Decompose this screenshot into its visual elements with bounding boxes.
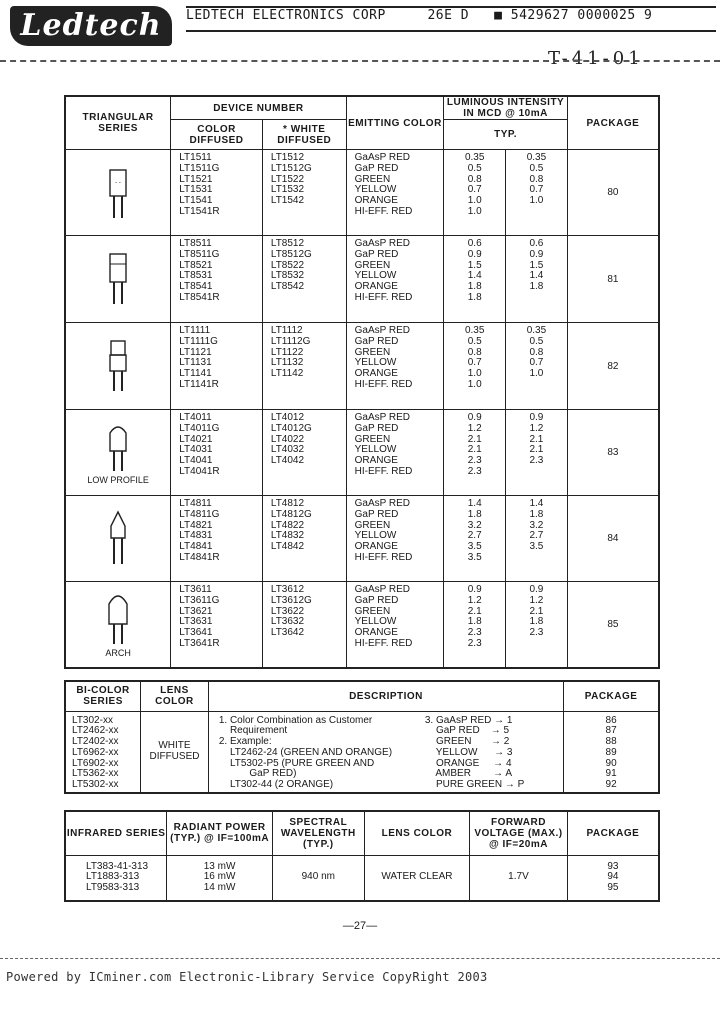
intensity-color: 0.35 0.5 0.8 0.7 1.0 1.0 (444, 150, 506, 236)
infrared-series-header: INFRARED SERIES (65, 811, 167, 855)
intensity-color: 0.9 1.2 2.1 1.8 2.3 2.3 (444, 582, 506, 668)
lens-color-header: LENS COLOR (364, 811, 469, 855)
intensity-color: 0.35 0.5 0.8 0.7 1.0 1.0 (444, 323, 506, 410)
color-diffused-header: COLOR DIFFUSED (171, 120, 263, 150)
package-numbers: 93 94 95 (567, 855, 659, 901)
luminous-header: LUMINOUS INTENSITY IN MCD @ 10mA (444, 96, 567, 120)
table-row (65, 323, 659, 410)
divider (0, 60, 720, 62)
lens-color: WHITE DIFFUSED (141, 711, 209, 793)
color-diffused-parts: LT4011 LT4011G LT4021 LT4031 LT4041 LT4041R (171, 410, 263, 496)
triangular-led-icon (103, 162, 133, 222)
table-row (65, 150, 659, 236)
intensity-white: 0.35 0.5 0.8 0.7 1.0 (506, 150, 568, 236)
package-number: 83 (567, 410, 659, 496)
led-drawing-cell (65, 582, 171, 668)
package-number: 81 (567, 236, 659, 323)
package-number: 84 (567, 496, 659, 582)
white-diffused-parts: LT4012 LT4012G LT4022 LT4032 LT4042 (262, 410, 346, 496)
footer-credit: Powered by ICminer.com Electronic-Library Service CopyRight 2003 (6, 970, 488, 984)
emitting-colors: GaAsP RED GaP RED GREEN YELLOW ORANGE HI-EFF. RED (346, 410, 444, 496)
bicolor-series-header: BI-COLOR SERIES (65, 681, 141, 711)
handwritten-note: T-41-01 (548, 48, 644, 69)
forward-voltage-header: FORWARD VOLTAGE (MAX.) @ IF=20mA (470, 811, 568, 855)
infrared-parts: LT383-41-313 LT1883-313 LT9583-313 (65, 855, 167, 901)
color-diffused-parts: LT8511 LT8511G LT8521 LT8531 LT8541 LT8541R (171, 236, 263, 323)
led-table (64, 95, 660, 669)
company-logo: Ledtech (10, 6, 172, 46)
intensity-white: 0.9 1.2 2.1 2.1 2.3 (506, 410, 568, 496)
color-diffused-parts: LT3611 LT3611G LT3621 LT3631 LT3641 LT3641R (171, 582, 263, 668)
typ-header: TYP. (444, 120, 567, 150)
forward-voltage-value: 1.7V (470, 855, 568, 901)
table-row (65, 496, 659, 582)
intensity-white: 0.35 0.5 0.8 0.7 1.0 (506, 323, 568, 410)
emitting-color-header: EMITTING COLOR (346, 96, 444, 150)
led-drawing-cell (65, 236, 171, 323)
white-diffused-parts: LT1512 LT1512G LT1522 LT1532 LT1542 (262, 150, 346, 236)
package-number: 82 (567, 323, 659, 410)
intensity-white: 1.4 1.8 3.2 2.7 3.5 (506, 496, 568, 582)
header-rule (186, 30, 716, 32)
emitting-colors: GaAsP RED GaP RED GREEN YELLOW ORANGE HI-EFF. RED (346, 150, 444, 236)
white-diffused-parts: LT1112 LT1112G LT1122 LT1132 LT1142 (262, 323, 346, 410)
intensity-color: 1.4 1.8 3.2 2.7 3.5 3.5 (444, 496, 506, 582)
color-code-list: 3. GaAsP RED → 1 GaP RED → 5 GREEN → 2 YELLOW → 3 ORANGE → 4 AMBER → A PURE GREEN → P (424, 714, 525, 791)
led-drawing-cell (65, 496, 171, 582)
device-number-header: DEVICE NUMBER (171, 96, 346, 120)
page-number: —27— (342, 920, 378, 932)
lens-color-header: LENS COLOR (141, 681, 209, 711)
series-label: LOW PROFILE (87, 474, 149, 485)
description-header: DESCRIPTION (208, 681, 563, 711)
description-left: 1. Color Combination as Customer Requirement 2. Example: LT2462-24 (GREEN AND ORANGE) LT5302-P5 (PURE GREEN AND GaP RED) LT302-44 (2 ORANGE) (218, 714, 393, 791)
low-profile-led-icon (103, 421, 133, 473)
table-row (65, 236, 659, 323)
svg-text:- -: - - (115, 179, 121, 186)
white-diffused-parts: LT4812 LT4812G LT4822 LT4832 LT4842 (262, 496, 346, 582)
white-diffused-header: * WHITE DIFFUSED (262, 120, 346, 150)
intensity-color: 0.6 0.9 1.5 1.4 1.8 1.8 (444, 236, 506, 323)
white-diffused-parts: LT3612 LT3612G LT3622 LT3632 LT3642 (262, 582, 346, 668)
infrared-table (64, 810, 660, 902)
description-cell (208, 711, 563, 793)
package-header: PACKAGE (567, 811, 659, 855)
bicolor-parts: LT302-xx LT2462-xx LT2402-xx LT6962-xx LT6902-xx LT5362-xx LT5302-xx (65, 711, 141, 793)
barcode-text: 5429627 0000025 9 (510, 8, 653, 23)
package-numbers: 86 87 88 89 90 91 92 (564, 711, 659, 793)
led-drawing-cell (65, 410, 171, 496)
led-drawing-cell (65, 323, 171, 410)
intensity-white: 0.6 0.9 1.5 1.4 1.8 (506, 236, 568, 323)
package-number: 85 (567, 582, 659, 668)
table-row (65, 855, 659, 901)
doc-code: 26E D (427, 8, 470, 23)
package-number: 80 (567, 150, 659, 236)
emitting-colors: GaAsP RED GaP RED GREEN YELLOW ORANGE HI-EFF. RED (346, 236, 444, 323)
radiant-power-values: 13 mW 16 mW 14 mW (167, 855, 273, 901)
color-diffused-parts: LT1111 LT1111G LT1121 LT1131 LT1141 LT1141R (171, 323, 263, 410)
divider (0, 958, 720, 959)
radiant-power-header: RADIANT POWER (TYP.) @ IF=100mA (167, 811, 273, 855)
bicolor-table (64, 680, 660, 794)
emitting-colors: GaAsP RED GaP RED GREEN YELLOW ORANGE HI-EFF. RED (346, 496, 444, 582)
table-row (65, 410, 659, 496)
triangular-led-icon (103, 248, 133, 308)
series-header: TRIANGULAR SERIES (65, 96, 171, 150)
intensity-color: 0.9 1.2 2.1 2.1 2.3 2.3 (444, 410, 506, 496)
emitting-colors: GaAsP RED GaP RED GREEN YELLOW ORANGE HI-EFF. RED (346, 323, 444, 410)
color-diffused-parts: LT1511 LT1511G LT1521 LT1531 LT1541 LT1541R (171, 150, 263, 236)
table-row (65, 582, 659, 668)
emitting-colors: GaAsP RED GaP RED GREEN YELLOW ORANGE HI-EFF. RED (346, 582, 444, 668)
package-header: PACKAGE (564, 681, 659, 711)
arch-led-icon (103, 590, 133, 646)
white-diffused-parts: LT8512 LT8512G LT8522 LT8532 LT8542 (262, 236, 346, 323)
series-label: ARCH (105, 648, 131, 659)
led-drawing-cell (65, 150, 171, 236)
color-diffused-parts: LT4811 LT4811G LT4821 LT4831 LT4841 LT4841R (171, 496, 263, 582)
bullet-led-icon (103, 508, 133, 568)
table-row (65, 711, 659, 793)
company-name: LEDTECH ELECTRONICS CORP (186, 8, 386, 23)
wavelength-header: SPECTRAL WAVELENGTH (TYP.) (272, 811, 364, 855)
wavelength-value: 940 nm (272, 855, 364, 901)
intensity-white: 0.9 1.2 2.1 1.8 2.3 (506, 582, 568, 668)
package-header: PACKAGE (567, 96, 659, 150)
triangular-led-icon (103, 335, 133, 395)
lens-color-value: WATER CLEAR (364, 855, 469, 901)
header-line (186, 8, 652, 23)
barcode-mark: ■ (494, 8, 503, 23)
